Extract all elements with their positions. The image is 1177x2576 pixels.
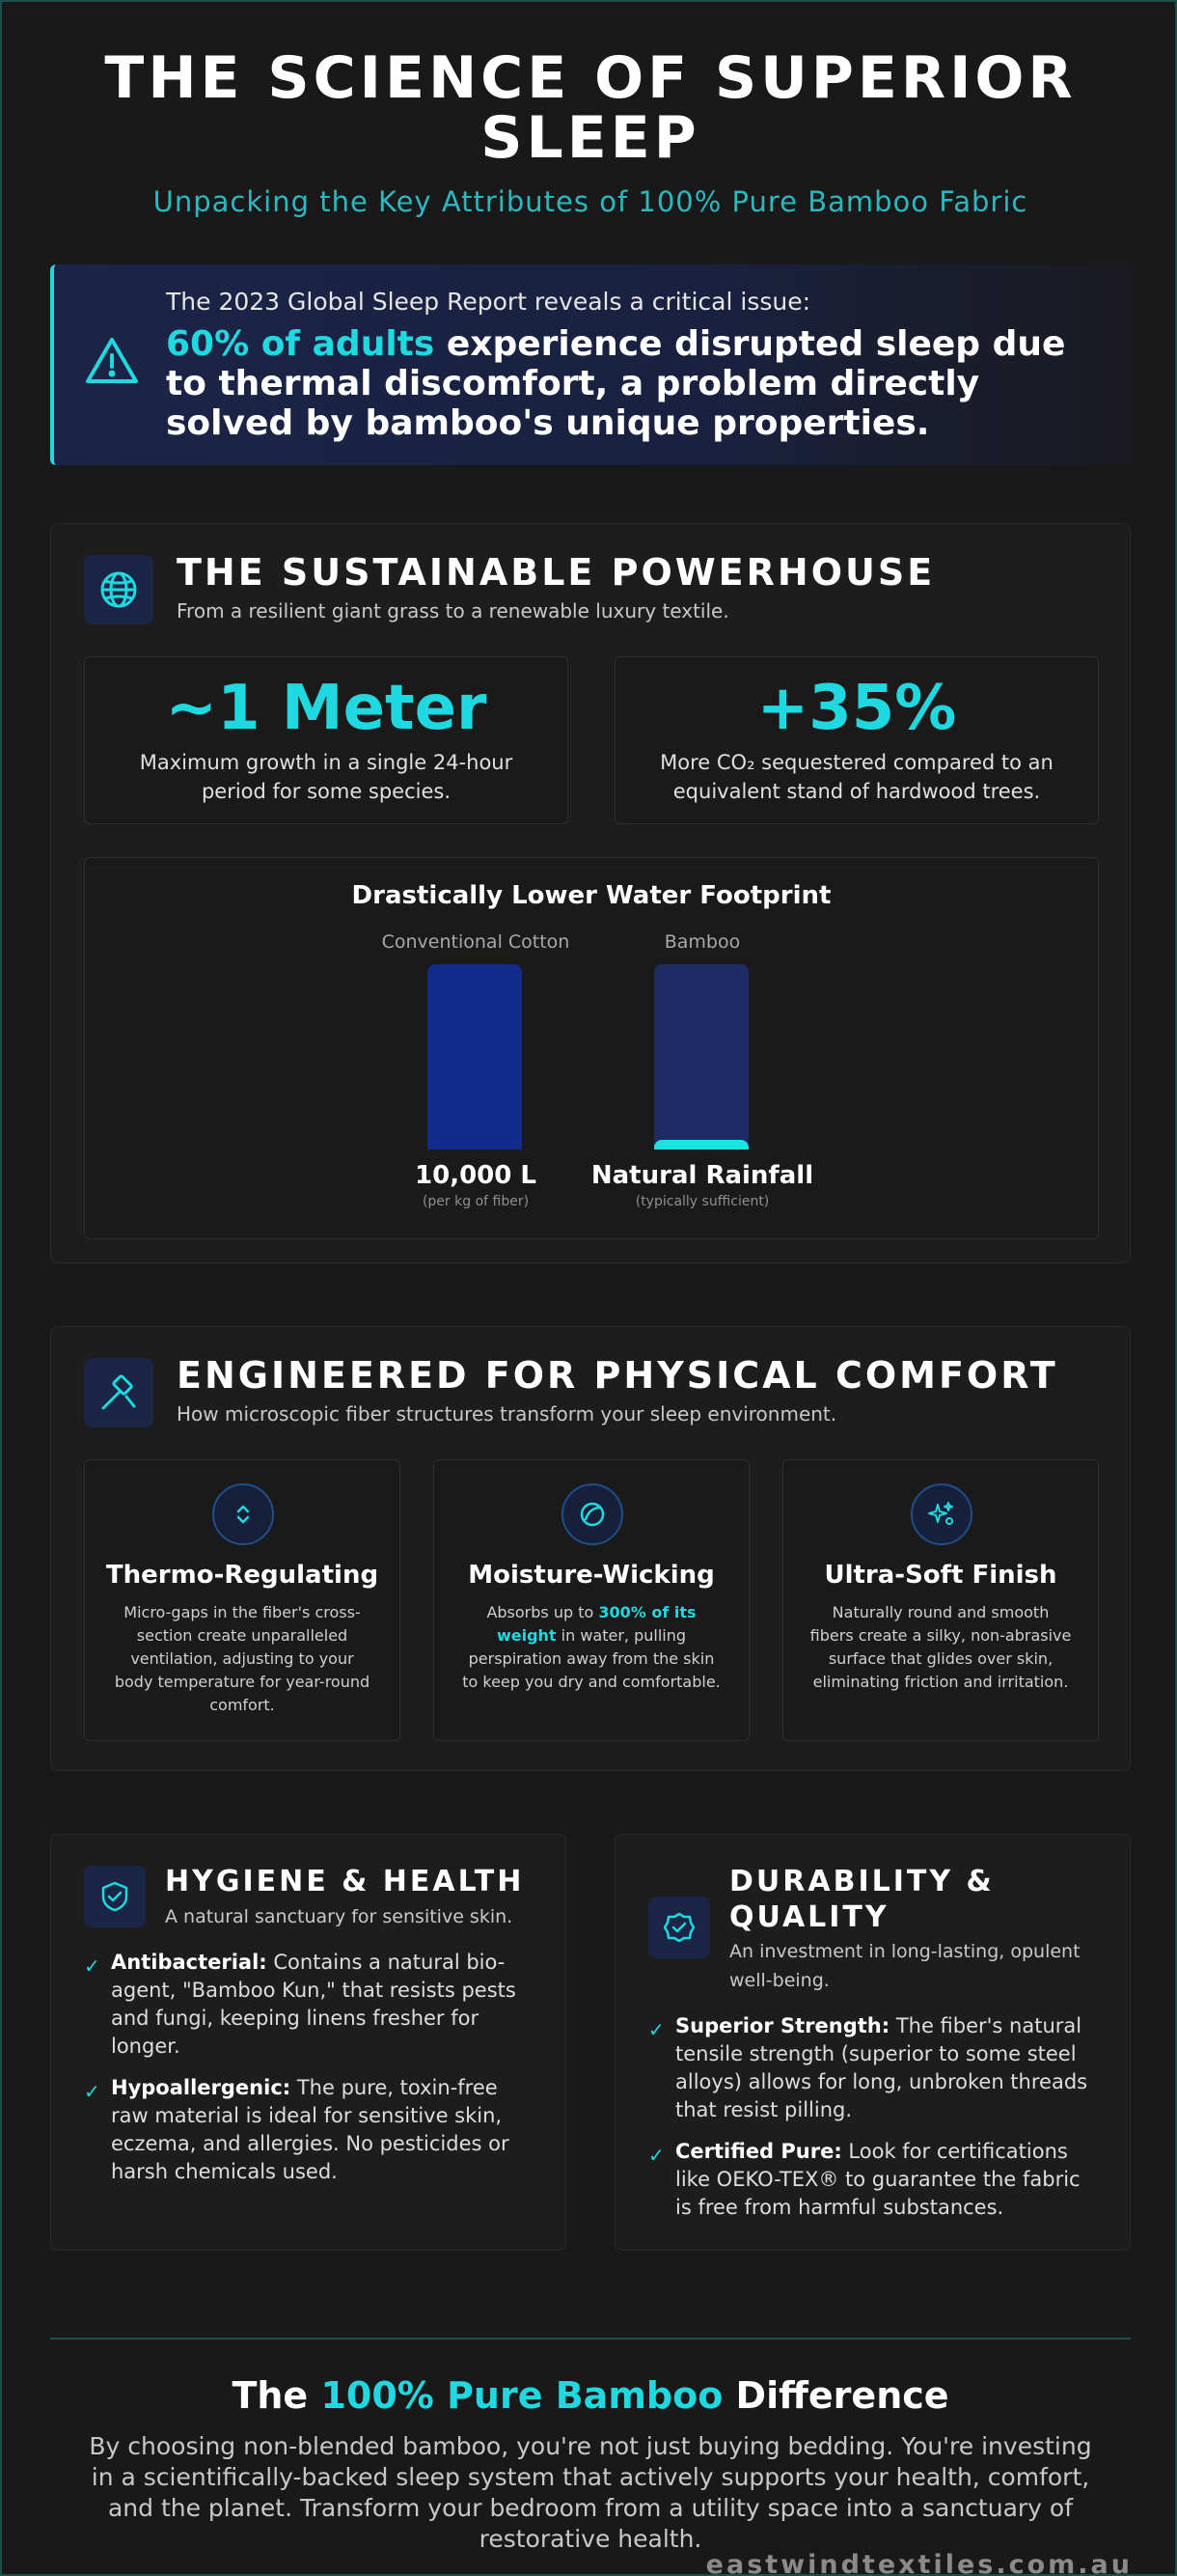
callout-statement xyxy=(166,324,1111,443)
feature-description-pre: Absorbs up to xyxy=(486,1603,599,1621)
closing-text: By choosing non-blended bamboo, you're not just buying bedding. You're investing in a scientifically-backed sleep system that actively supports your health, comfort, and the planet. Transform your bedroom from a utility space into a sanctuary of restorative health. xyxy=(89,2432,1092,2553)
bar-value-cotton: 10,000 L xyxy=(415,1161,536,1190)
item-text: The pure, toxin-free raw material is ideal for sensitive skin, eczema, and allergies. No pesticides or harsh chemicals used. xyxy=(111,2076,509,2183)
feature-card-soft xyxy=(782,1459,1099,1741)
stat-card-growth xyxy=(84,656,568,824)
item-label: Hypoallergenic: xyxy=(111,2076,291,2099)
sparkles-icon xyxy=(911,1483,972,1545)
check-icon: ✓ xyxy=(84,2080,100,2103)
closing-title-post: Difference xyxy=(723,2374,949,2417)
hygiene-item-antibacterial xyxy=(111,1949,535,2061)
callout-rest: experience disrupted sleep due to thermal discomfort, a problem directly solved by bamboo's unique properties. xyxy=(166,324,1066,443)
hammer-tool-icon xyxy=(84,1358,153,1427)
callout-highlight: 60% of adults xyxy=(166,324,435,364)
durability-item-strength xyxy=(675,2012,1100,2124)
comfort-subtitle: How microscopic fiber structures transform your sleep environment. xyxy=(177,1402,837,1426)
feature-description-post: in water, pulling perspiration away from the skin to keep you dry and comfortable. xyxy=(462,1626,721,1691)
feature-description: Micro-gaps in the fiber's cross-section create unparalleled ventilation, adjusting to your body temperature for year-round comfort. xyxy=(114,1603,370,1714)
hygiene-subtitle: A natural sanctuary for sensitive skin. xyxy=(165,1906,513,1927)
footer-url[interactable]: eastwindtextiles.com.au xyxy=(705,2550,1133,2576)
durability-title: DURABILITY & QUALITY xyxy=(729,1865,995,1934)
feature-title: Ultra-Soft Finish xyxy=(824,1561,1057,1590)
check-icon: ✓ xyxy=(648,2144,665,2167)
hygiene-item-hypoallergenic xyxy=(111,2074,535,2186)
stat-description: Maximum growth in a single 24-hour period for some species. xyxy=(139,751,513,803)
thermo-arrows-icon xyxy=(212,1483,274,1545)
durability-panel xyxy=(615,1834,1131,2251)
bar-value-bamboo: Natural Rainfall xyxy=(590,1161,814,1190)
feature-card-thermo xyxy=(84,1459,400,1741)
feature-title: Moisture-Wicking xyxy=(468,1561,715,1590)
warning-triangle-icon xyxy=(83,332,141,390)
durability-item-certified xyxy=(675,2138,1100,2222)
droplet-leaf-icon xyxy=(561,1483,623,1545)
feature-description: Naturally round and smooth fibers create a silky, non-abrasive surface that glides over skin, eliminating friction and irritation. xyxy=(809,1603,1072,1691)
item-text: Contains a natural bio-agent, "Bamboo Kun," that resists pests and fungi, keeping linens fresher for longer. xyxy=(111,1951,516,2058)
item-label: Antibacterial: xyxy=(111,1951,267,1974)
bar-label-bamboo: Bamboo xyxy=(664,931,741,953)
sleep-report-callout xyxy=(50,264,1131,465)
page-title: THE SCIENCE OF SUPERIOR SLEEP xyxy=(104,44,1077,172)
item-label: Certified Pure: xyxy=(675,2140,842,2163)
item-label: Superior Strength: xyxy=(675,2014,890,2037)
page-subtitle: Unpacking the Key Attributes of 100% Pure Bamboo Fabric xyxy=(152,185,1028,218)
sustainable-panel xyxy=(50,523,1131,1263)
shield-check-icon xyxy=(84,1866,146,1927)
stat-card-co2 xyxy=(615,656,1099,824)
section-divider xyxy=(50,2338,1131,2340)
check-icon: ✓ xyxy=(648,2018,665,2041)
hygiene-title: HYGIENE & HEALTH xyxy=(165,1865,525,1898)
bar-note-cotton: (per kg of fiber) xyxy=(422,1194,530,1209)
closing-title-highlight: 100% Pure Bamboo xyxy=(320,2374,724,2417)
bar-bamboo xyxy=(654,964,749,1150)
bar-note-bamboo: (typically sufficient) xyxy=(635,1194,770,1209)
feature-description-highlight: 300% of its weight xyxy=(496,1603,697,1645)
bar-fill-bamboo xyxy=(654,1140,749,1150)
item-text: Look for certifications like OEKO-TEX® to guarantee the fabric is free from harmful substances. xyxy=(675,2140,1081,2219)
feature-description xyxy=(459,1601,724,1694)
bar-cotton xyxy=(427,964,522,1150)
closing-title xyxy=(2,2374,1177,2417)
stat-value: ~1 Meter xyxy=(165,673,487,744)
hygiene-panel xyxy=(50,1834,566,2251)
comfort-panel xyxy=(50,1326,1131,1771)
feature-card-moisture xyxy=(433,1459,750,1741)
sustainable-subtitle: From a resilient giant grass to a renewable luxury textile. xyxy=(177,599,729,623)
stat-description: More CO₂ sequestered compared to an equivalent stand of hardwood trees. xyxy=(660,751,1054,803)
bar-label-cotton: Conventional Cotton xyxy=(381,931,570,953)
water-chart-title: Drastically Lower Water Footprint xyxy=(351,881,832,910)
feature-title: Thermo-Regulating xyxy=(105,1561,379,1590)
badge-check-icon xyxy=(648,1897,710,1958)
water-footprint-card xyxy=(84,857,1099,1239)
comfort-title: ENGINEERED FOR PHYSICAL COMFORT xyxy=(177,1354,1058,1397)
sustainable-title: THE SUSTAINABLE POWERHOUSE xyxy=(177,551,936,594)
globe-icon xyxy=(84,555,153,624)
callout-lead: The 2023 Global Sleep Report reveals a critical issue: xyxy=(166,288,811,316)
check-icon: ✓ xyxy=(84,1954,100,1978)
durability-subtitle: An investment in long-lasting, opulent well-being. xyxy=(729,1941,1081,1991)
item-text: The fiber's natural tensile strength (superior to some steel alloys) allows for long, unbroken threads that resist pilling. xyxy=(675,2014,1088,2121)
closing-title-pre: The xyxy=(232,2374,321,2417)
bar-fill-cotton xyxy=(427,964,522,1150)
stat-value: +35% xyxy=(756,673,957,744)
